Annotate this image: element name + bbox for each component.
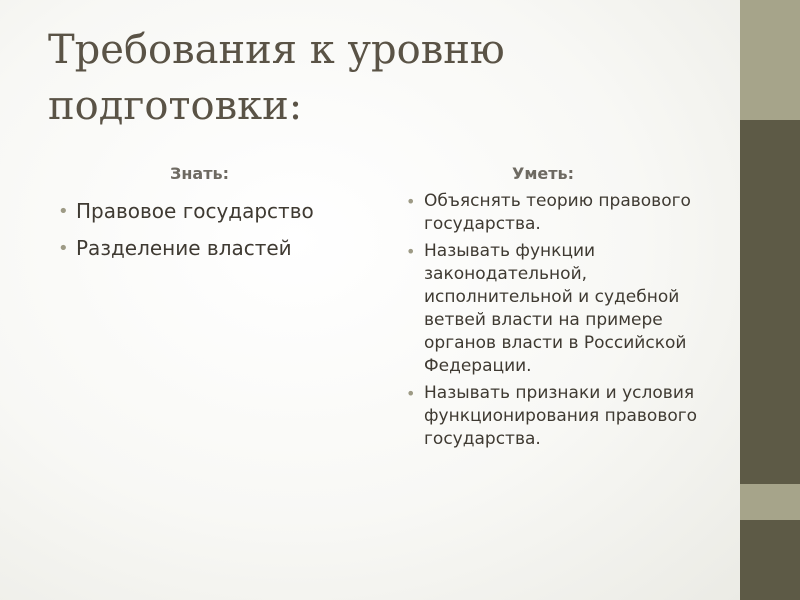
right-column-heading: Уметь: xyxy=(512,164,575,183)
title-line-1: Требования к уровню xyxy=(48,27,505,73)
left-column-heading: Знать: xyxy=(170,164,230,183)
list-item-text: Называть функции законодательной, исполнительной и судебной ветвей власти на примере органов власти в Российской Федерации. xyxy=(424,241,687,376)
slide-title xyxy=(48,22,708,134)
side-accent-top xyxy=(740,0,800,120)
list-item-text: Называть признаки и условия функционирования правового государства. xyxy=(424,383,698,449)
list-item-text: Правовое государство xyxy=(76,199,314,223)
title-line-2: подготовки: xyxy=(48,83,303,129)
list-item xyxy=(406,382,726,451)
list-item-text: Разделение властей xyxy=(76,236,292,260)
list-item xyxy=(406,190,726,236)
list-item-text: Объяснять теорию правового государства. xyxy=(424,191,691,234)
bullet-icon: • xyxy=(406,242,416,261)
bullet-icon: • xyxy=(406,384,416,403)
list-item xyxy=(406,240,726,378)
right-bullet-list xyxy=(406,190,726,455)
left-bullet-list xyxy=(58,196,358,270)
list-item xyxy=(58,233,358,264)
bullet-icon: • xyxy=(58,201,69,222)
list-item xyxy=(58,196,358,227)
bullet-icon: • xyxy=(406,192,416,211)
bullet-icon: • xyxy=(58,238,69,259)
side-accent-bottom xyxy=(740,484,800,520)
